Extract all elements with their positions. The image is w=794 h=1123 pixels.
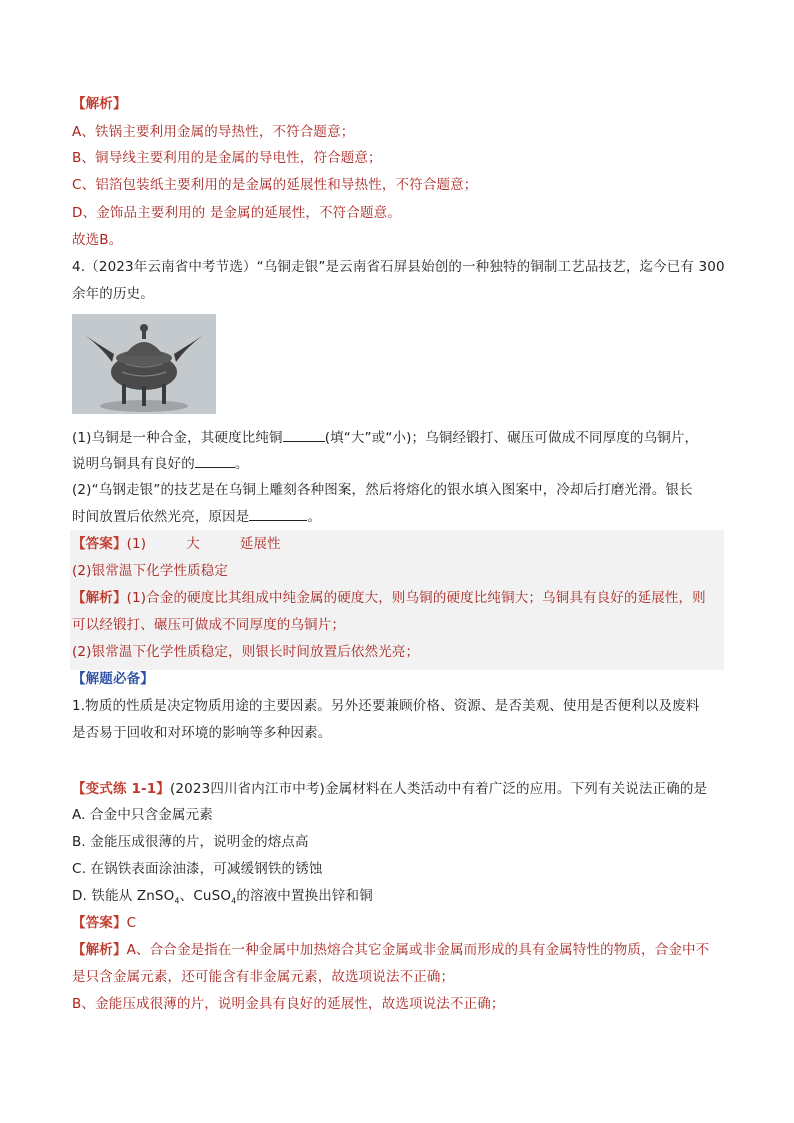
incense-burner-image [72, 308, 216, 418]
answer-4-line1 [72, 534, 281, 554]
variant-option-b: B. 金能压成很薄的片，说明金的熔点高 [72, 834, 309, 850]
variant-answer [72, 913, 136, 933]
variant-analysis-line3: B、金能压成很薄的片，说明金具有良好的延展性，故选项说法不正确； [72, 996, 505, 1012]
variant-analysis-label: 【解析】 [72, 942, 127, 958]
answer-4-part1-b: 延展性 [239, 536, 281, 552]
variant-analysis-text-1: A、合合金是指在一种金属中加热熔合其它金属或非金属而形成的具有金属特性的物质，合金中不 [126, 942, 710, 958]
answer-label: 【答案】 [72, 536, 127, 552]
variant-analysis-line2: 是只含金属元素，还可能含有非金属元素，故选项说法不正确； [72, 969, 455, 985]
analysis-4-line1 [72, 588, 706, 608]
analysis-1-option-d: D、金饰品主要利用的 是金属的延展性，不符合题意。 [72, 205, 401, 221]
question-4-part-1-line2 [72, 453, 249, 474]
variant-stem [72, 779, 707, 799]
variant-analysis-line1 [72, 940, 709, 960]
answer-4-line2: (2)银常温下化学性质稳定 [72, 563, 229, 579]
variant-option-c: C. 在锅铁表面涂油漆，可减缓钢铁的锈蚀 [72, 861, 323, 877]
essentials-line2: 是否易于回收和对环境的影响等多种因素。 [72, 725, 332, 741]
q4-blank-3[interactable] [249, 506, 307, 521]
q4-part2-text-b: 时间放置后依然光亮，原因是 [72, 509, 250, 525]
q4-part1-text-d: 。 [234, 456, 249, 472]
question-4-stem-line2: 余年的历史。 [72, 286, 154, 302]
analysis-1-option-b: B、铜导线主要利用的是金属的导电性，符合题意； [72, 150, 382, 166]
analysis-1 [72, 94, 127, 114]
question-4-stem-line1: 4.（2023年云南省中考节选）“乌铜走银”是云南省石屏县始创的一种独特的铜制工艺品技艺，迄今已有 300 [72, 259, 725, 275]
question-4-part-1-line1 [72, 427, 698, 448]
q4-blank-2[interactable] [195, 453, 235, 468]
question-4-part-2-line2 [72, 506, 321, 527]
variant-stem-text: (2023四川省内江市中考)金属材料在人类活动中有着广泛的应用。下列有关说法正确的是 [169, 781, 708, 797]
variant-d-sub-2: 4 [231, 896, 237, 906]
variant-d-text-2: 、CuSO [179, 888, 232, 904]
q4-part2-text-c: 。 [307, 509, 322, 525]
variant-d-sub-1: 4 [174, 896, 180, 906]
variant-label: 【变式练 1-1】 [72, 781, 170, 797]
analysis-4-label: 【解析】 [72, 590, 127, 606]
analysis-4-line3: (2)银常温下化学性质稳定，则银长时间放置后依然光亮； [72, 644, 420, 660]
analysis-1-conclusion: 故选B。 [72, 232, 123, 248]
answer-4-num: (1) [126, 536, 147, 552]
q4-part1-text-b: (填“大”或“小)；乌铜经锻打、碾压可做成不同厚度的乌铜片， [324, 430, 699, 446]
variant-option-a: A. 合金中只含金属元素 [72, 807, 213, 823]
variant-option-d [72, 886, 373, 912]
analysis-1-option-a: A、铁锅主要利用金属的导热性，不符合题意； [72, 124, 355, 140]
analysis-4-text-1: (1)合金的硬度比其组成中纯金属的硬度大，则乌铜的硬度比纯铜大；乌铜具有良好的延展性，则 [126, 590, 706, 606]
question-4-part-2-line1: (2)“乌钢走银”的技艺是在乌铜上雕刻各种图案，然后将熔化的银水填入图案中，冷却后打磨光滑。银长 [72, 482, 693, 498]
variant-answer-value: C [126, 915, 137, 931]
essentials-line1: 1.物质的性质是决定物质用途的主要因素。另外还要兼顾价格、资源、是否美观、使用是否便利以及废料 [72, 698, 700, 714]
answer-4-part1-a: 大 [186, 536, 200, 552]
incense-burner-illustration [72, 314, 216, 414]
variant-d-text-3: 的溶液中置换出锌和铜 [236, 888, 373, 904]
analysis-1-option-c: C、铝箔包装纸主要利用的是金属的延展性和导热性，不符合题意； [72, 177, 478, 193]
essentials-heading: 【解题必备】 [72, 671, 154, 687]
analysis-label: 【解析】 [72, 96, 127, 112]
q4-part1-text-c: 说明乌铜具有良好的 [72, 456, 195, 472]
q4-part1-text-a: (1)乌铜是一种合金，其硬度比纯铜 [72, 430, 283, 446]
variant-answer-label: 【答案】 [72, 915, 127, 931]
variant-d-text-1: D. 铁能从 ZnSO [72, 888, 175, 904]
q4-blank-1[interactable] [283, 427, 325, 442]
analysis-4-line2: 可以经锻打、碾压可做成不同厚度的乌铜片； [72, 617, 345, 633]
